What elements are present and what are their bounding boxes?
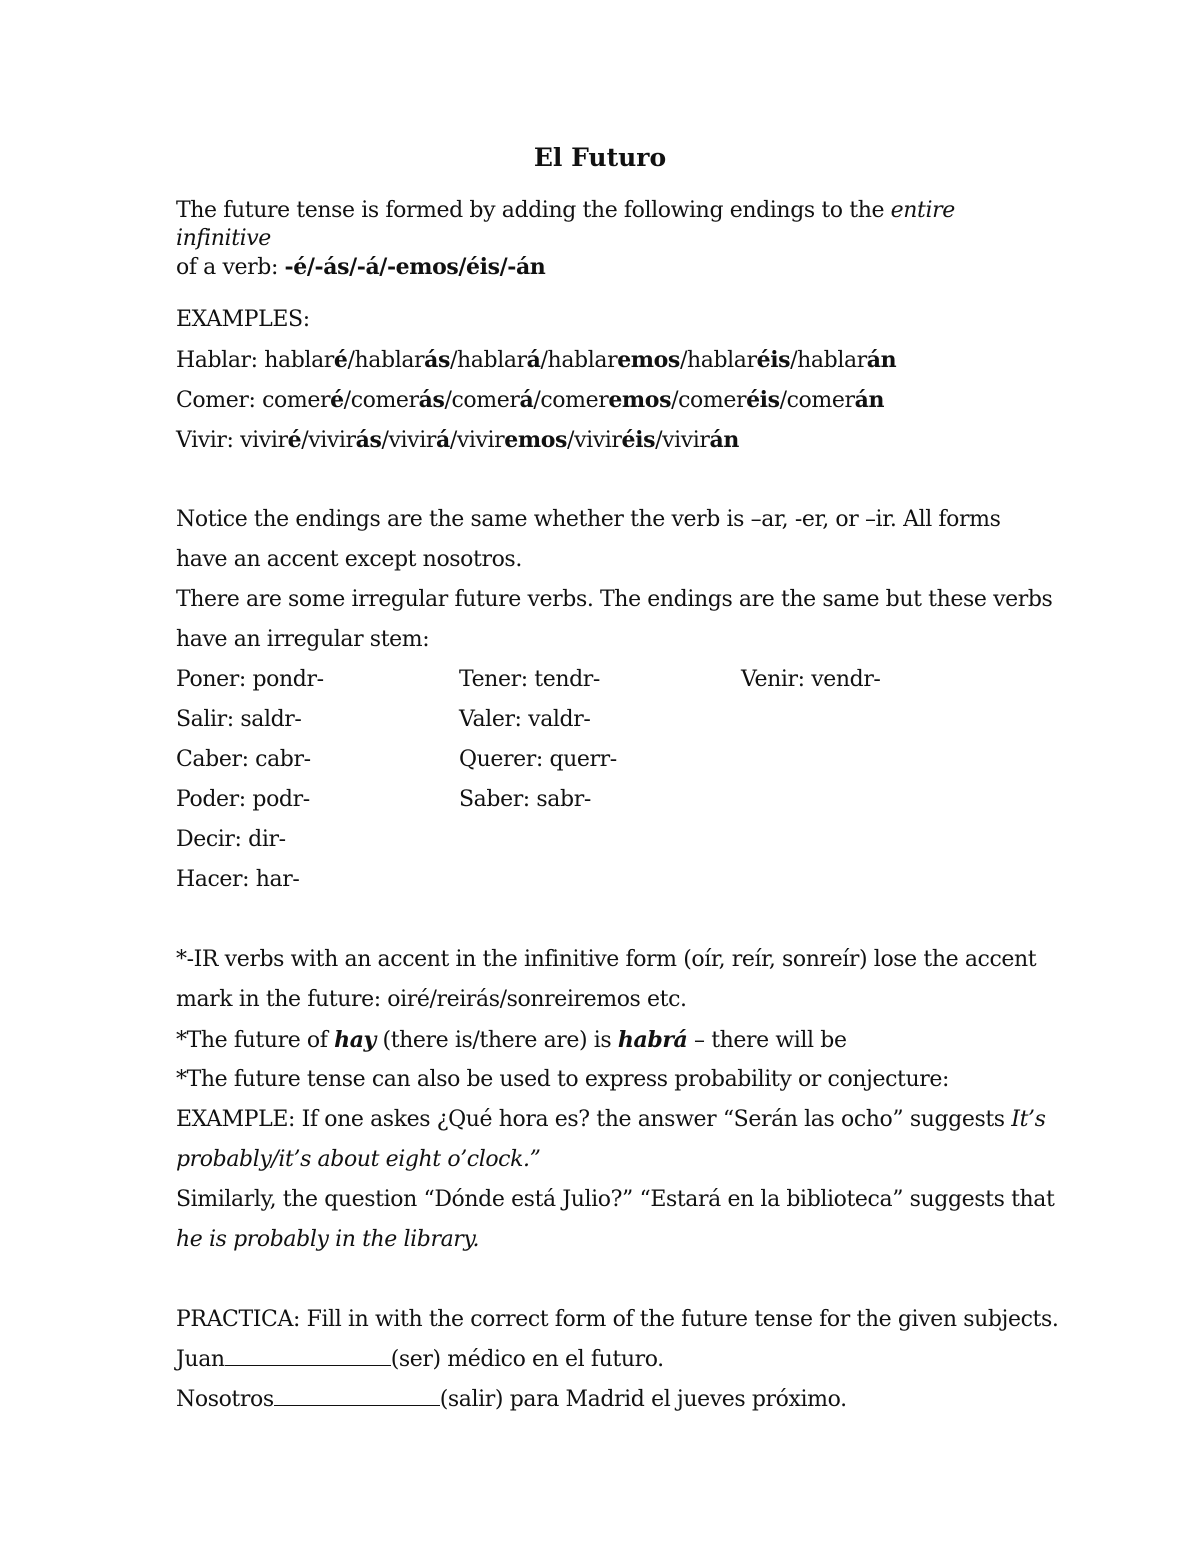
conjugation-stem: hablar — [457, 348, 527, 373]
separator: / — [679, 348, 687, 373]
document-page — [176, 140, 1059, 1420]
examples-list — [176, 340, 1036, 460]
intro-italic: entire infinitive — [176, 198, 955, 251]
irregular-verb: Hacer: har- — [176, 867, 300, 892]
conjugation-stem: comer — [451, 388, 520, 413]
hay-prefix: *The future of — [176, 1028, 335, 1053]
irregular-verb: Valer: valdr- — [459, 707, 591, 732]
conjugation-stem: vivir — [662, 428, 710, 453]
conjugation-stem: hablar — [354, 348, 425, 373]
examples-label: EXAMPLES: — [176, 307, 310, 332]
conjugation-ending: án — [709, 427, 739, 453]
conjugation-stem: vivir — [240, 428, 288, 453]
conjugation-stem: vivir — [574, 428, 622, 453]
irregular-verb: Salir: saldr- — [176, 707, 302, 732]
conjugation-stem: hablar — [686, 348, 757, 373]
conjugation-ending: é — [287, 427, 302, 453]
conjugation-ending: é — [333, 347, 348, 373]
conjugation-stem: vivir — [456, 428, 505, 453]
irregular-row — [176, 780, 1036, 820]
irregular-row — [176, 860, 1036, 900]
conjugation-ending: emos — [504, 427, 568, 453]
conjugation-stem: hablar — [547, 348, 618, 373]
note-line-2: have an accent except nosotros. — [176, 547, 522, 572]
separator: / — [567, 428, 575, 453]
probability-note: *The future tense can also be used to express probability or conjecture: — [176, 1067, 949, 1092]
example-verb: Hablar: — [176, 348, 265, 373]
irregular-verb: Querer: querr- — [459, 747, 617, 772]
irregular-verb: Poner: pondr- — [176, 667, 324, 692]
separator: / — [671, 388, 679, 413]
separator: / — [779, 388, 787, 413]
separator: / — [450, 348, 458, 373]
example-row — [176, 340, 1036, 380]
conjugation-stem: comer — [786, 388, 855, 413]
irregular-verb: Decir: dir- — [176, 827, 286, 852]
example-line-2: probably/it’s about eight o’clock.” — [176, 1147, 541, 1172]
conjugation-stem: vivir — [388, 428, 436, 453]
separator: / — [301, 428, 309, 453]
irregular-row — [176, 700, 1036, 740]
conjugation-ending: éis — [746, 387, 780, 413]
separator: / — [347, 348, 355, 373]
irregular-verb: Venir: vendr- — [741, 667, 881, 692]
similar-italic: he is probably in the library. — [176, 1227, 480, 1252]
conjugation-stem: hablar — [797, 348, 867, 373]
note-line-4: have an irregular stem: — [176, 627, 430, 652]
irregular-row — [176, 820, 1036, 860]
separator: / — [540, 348, 548, 373]
ir-note-line-1: *-IR verbs with an accent in the infinitive form (oír, reír, sonreír) lose the accent — [176, 947, 1037, 972]
separator: / — [655, 428, 663, 453]
ir-note-line-2: mark in the future: oiré/reirás/sonreiremos etc. — [176, 987, 687, 1012]
conjugation-ending: emos — [617, 347, 680, 373]
example-line-1 — [176, 1100, 1046, 1140]
separator: / — [533, 388, 541, 413]
irregular-row — [176, 740, 1036, 780]
intro-endings: -é/-ás/-á/-emos/éis/-án — [284, 254, 546, 280]
conjugation-ending: éis — [756, 347, 791, 373]
example-row — [176, 380, 1036, 420]
separator: / — [790, 348, 798, 373]
note-line-3: There are some irregular future verbs. The endings are the same but these verbs — [176, 587, 1053, 612]
practice-item — [176, 1380, 1036, 1420]
hay-middle: (there is/there are) is — [375, 1028, 618, 1053]
conjugation-ending: á — [526, 347, 541, 373]
irregular-row — [176, 660, 1036, 700]
practice-item — [176, 1340, 1036, 1380]
conjugation-stem: comer — [678, 388, 747, 413]
separator: / — [449, 428, 457, 453]
conjugation-ending: ás — [418, 387, 445, 413]
habra-word: habrá — [617, 1027, 688, 1053]
conjugation-ending: ás — [355, 427, 382, 453]
separator: / — [381, 428, 389, 453]
conjugation-ending: á — [435, 427, 450, 453]
conjugation-ending: ás — [424, 347, 451, 373]
intro-paragraph — [176, 197, 1036, 282]
intro-text-after: of a verb: — [176, 255, 285, 280]
practice-subject: Juan — [176, 1347, 225, 1372]
conjugation-stem: hablar — [264, 348, 334, 373]
hay-suffix: – there will be — [687, 1028, 847, 1053]
separator: / — [444, 388, 452, 413]
practice-subject: Nosotros — [176, 1387, 274, 1412]
conjugation-ending: á — [519, 387, 534, 413]
example-italic-1: It’s — [1011, 1107, 1046, 1132]
separator: / — [343, 388, 351, 413]
conjugation-ending: emos — [608, 387, 672, 413]
conjugation-ending: é — [330, 387, 344, 413]
irregular-verb: Poder: podr- — [176, 787, 310, 812]
practice-rest: (ser) médico en el futuro. — [390, 1347, 664, 1372]
example-verb: Comer: — [176, 388, 263, 413]
example-verb: Vivir: — [176, 428, 241, 453]
conjugation-ending: éis — [621, 427, 656, 453]
conjugation-ending: án — [866, 347, 897, 373]
practice-rest: (salir) para Madrid el jueves próximo. — [439, 1387, 847, 1412]
practice-instruction: PRACTICA: Fill in with the correct form of the future tense for the given subjects. — [176, 1307, 1059, 1332]
conjugation-stem: comer — [350, 388, 419, 413]
example-row — [176, 420, 1036, 460]
irregular-verb: Caber: cabr- — [176, 747, 311, 772]
hay-word: hay — [334, 1027, 376, 1053]
intro-text-before: The future tense is formed by adding the following endings to the — [176, 198, 891, 223]
similar-line: Similarly, the question “Dónde está Julio?” “Estará en la biblioteca” suggests that — [176, 1187, 1055, 1212]
answer-blank[interactable] — [274, 1383, 440, 1406]
conjugation-stem: comer — [540, 388, 609, 413]
conjugation-ending: án — [854, 387, 885, 413]
conjugation-stem: vivir — [308, 428, 356, 453]
irregular-verb: Tener: tendr- — [459, 667, 600, 692]
hay-note — [176, 1020, 1036, 1060]
example-prefix: EXAMPLE: If one askes ¿Qué hora es? the answer “Serán las ocho” suggests — [176, 1107, 1012, 1132]
irregular-verb: Saber: sabr- — [459, 787, 591, 812]
answer-blank[interactable] — [225, 1343, 391, 1366]
note-line-1: Notice the endings are the same whether the verb is –ar, -er, or –ir. All forms — [176, 507, 1001, 532]
irregular-verbs-table — [176, 660, 1036, 900]
conjugation-stem: comer — [262, 388, 331, 413]
page-title: El Futuro — [533, 143, 667, 172]
